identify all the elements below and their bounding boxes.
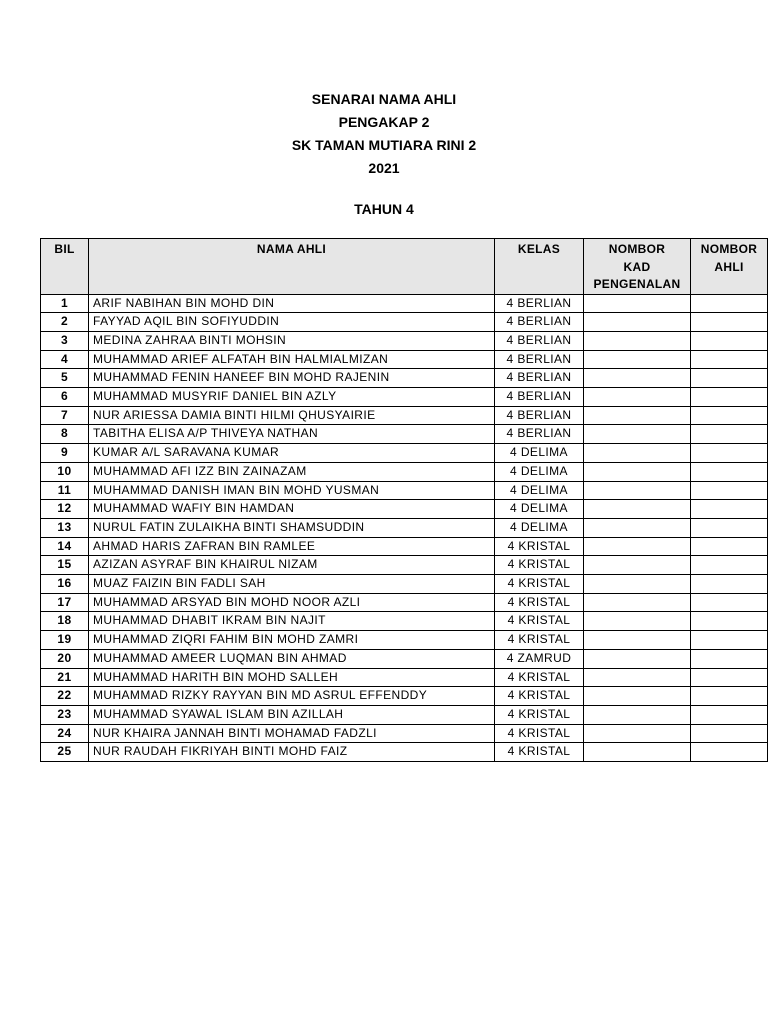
cell-bil: 7 xyxy=(41,406,89,425)
cell-nombor-kad xyxy=(584,593,691,612)
cell-nama: AHMAD HARIS ZAFRAN BIN RAMLEE xyxy=(89,537,495,556)
cell-kelas: 4 KRISTAL xyxy=(495,705,584,724)
table-row xyxy=(41,668,768,687)
table-row xyxy=(41,575,768,594)
cell-nombor-kad xyxy=(584,743,691,762)
cell-nama: MUHAMMAD ZIQRI FAHIM BIN MOHD ZAMRI xyxy=(89,631,495,650)
cell-nombor-ahli xyxy=(691,500,768,519)
cell-kelas: 4 KRISTAL xyxy=(495,575,584,594)
header-kad-line3: PENGENALAN xyxy=(593,277,681,291)
header-kad-line2: KAD xyxy=(623,259,651,274)
cell-bil: 24 xyxy=(41,724,89,743)
cell-nama: ARIF NABIHAN BIN MOHD DIN xyxy=(89,294,495,313)
cell-nombor-ahli xyxy=(691,687,768,706)
table-row xyxy=(41,631,768,650)
table-row xyxy=(41,556,768,575)
cell-bil: 22 xyxy=(41,687,89,706)
cell-nama: KUMAR A/L SARAVANA KUMAR xyxy=(89,444,495,463)
table-row xyxy=(41,388,768,407)
cell-nama: MUAZ FAIZIN BIN FADLI SAH xyxy=(89,575,495,594)
cell-bil: 8 xyxy=(41,425,89,444)
table-row xyxy=(41,350,768,369)
cell-nama: NUR RAUDAH FIKRIYAH BINTI MOHD FAIZ xyxy=(89,743,495,762)
section-subtitle: TAHUN 4 xyxy=(354,201,414,217)
cell-kelas: 4 BERLIAN xyxy=(495,369,584,388)
cell-nombor-ahli xyxy=(691,481,768,500)
table-row xyxy=(41,313,768,332)
cell-kelas: 4 KRISTAL xyxy=(495,724,584,743)
cell-nombor-kad xyxy=(584,444,691,463)
table-row xyxy=(41,743,768,762)
cell-nama: NUR ARIESSA DAMIA BINTI HILMI QHUSYAIRIE xyxy=(89,406,495,425)
cell-nombor-kad xyxy=(584,294,691,313)
table-row xyxy=(41,687,768,706)
cell-nama: AZIZAN ASYRAF BIN KHAIRUL NIZAM xyxy=(89,556,495,575)
cell-nama: MUHAMMAD AFI IZZ BIN ZAINAZAM xyxy=(89,462,495,481)
table-body xyxy=(41,294,768,762)
cell-bil: 20 xyxy=(41,649,89,668)
cell-kelas: 4 BERLIAN xyxy=(495,388,584,407)
cell-kelas: 4 DELIMA xyxy=(495,518,584,537)
header-kad-line1: NOMBOR xyxy=(608,242,666,256)
table-row xyxy=(41,444,768,463)
cell-nombor-kad xyxy=(584,668,691,687)
cell-nama: MUHAMMAD SYAWAL ISLAM BIN AZILLAH xyxy=(89,705,495,724)
cell-nombor-ahli xyxy=(691,575,768,594)
header-nombor-kad xyxy=(584,239,691,295)
cell-nombor-ahli xyxy=(691,313,768,332)
cell-nombor-ahli xyxy=(691,556,768,575)
cell-nombor-ahli xyxy=(691,705,768,724)
cell-bil: 25 xyxy=(41,743,89,762)
cell-bil: 16 xyxy=(41,575,89,594)
cell-bil: 2 xyxy=(41,313,89,332)
cell-kelas: 4 KRISTAL xyxy=(495,687,584,706)
cell-nombor-kad xyxy=(584,369,691,388)
table-header-row xyxy=(41,239,768,295)
cell-kelas: 4 KRISTAL xyxy=(495,743,584,762)
table-row xyxy=(41,612,768,631)
cell-nombor-ahli xyxy=(691,593,768,612)
header-bil: BIL xyxy=(41,239,89,295)
table-row xyxy=(41,369,768,388)
cell-kelas: 4 ZAMRUD xyxy=(495,649,584,668)
cell-kelas: 4 BERLIAN xyxy=(495,331,584,350)
header-nama: NAMA AHLI xyxy=(89,239,495,295)
cell-nombor-kad xyxy=(584,425,691,444)
cell-kelas: 4 BERLIAN xyxy=(495,425,584,444)
cell-nombor-kad xyxy=(584,518,691,537)
cell-kelas: 4 BERLIAN xyxy=(495,294,584,313)
cell-bil: 6 xyxy=(41,388,89,407)
member-table xyxy=(40,238,768,762)
cell-nama: NUR KHAIRA JANNAH BINTI MOHAMAD FADZLI xyxy=(89,724,495,743)
cell-bil: 18 xyxy=(41,612,89,631)
cell-nombor-kad xyxy=(584,350,691,369)
cell-nombor-kad xyxy=(584,649,691,668)
cell-nombor-ahli xyxy=(691,462,768,481)
cell-kelas: 4 KRISTAL xyxy=(495,668,584,687)
table-row xyxy=(41,500,768,519)
cell-nombor-ahli xyxy=(691,668,768,687)
cell-kelas: 4 DELIMA xyxy=(495,444,584,463)
table-row xyxy=(41,406,768,425)
cell-bil: 12 xyxy=(41,500,89,519)
cell-bil: 11 xyxy=(41,481,89,500)
cell-kelas: 4 BERLIAN xyxy=(495,350,584,369)
table-row xyxy=(41,518,768,537)
cell-nama: MUHAMMAD ARSYAD BIN MOHD NOOR AZLI xyxy=(89,593,495,612)
cell-nombor-ahli xyxy=(691,649,768,668)
cell-nama: MUHAMMAD DANISH IMAN BIN MOHD YUSMAN xyxy=(89,481,495,500)
cell-nama: TABITHA ELISA A/P THIVEYA NATHAN xyxy=(89,425,495,444)
cell-nombor-ahli xyxy=(691,518,768,537)
cell-nombor-kad xyxy=(584,575,691,594)
cell-nombor-ahli xyxy=(691,406,768,425)
cell-bil: 9 xyxy=(41,444,89,463)
cell-nama: NURUL FATIN ZULAIKHA BINTI SHAMSUDDIN xyxy=(89,518,495,537)
cell-nama: MUHAMMAD RIZKY RAYYAN BIN MD ASRUL EFFENDDY xyxy=(89,687,495,706)
cell-bil: 1 xyxy=(41,294,89,313)
cell-kelas: 4 KRISTAL xyxy=(495,537,584,556)
cell-bil: 23 xyxy=(41,705,89,724)
cell-nama: MUHAMMAD FENIN HANEEF BIN MOHD RAJENIN xyxy=(89,369,495,388)
header-ahli-line1: NOMBOR xyxy=(700,242,758,256)
title-line-1: SENARAI NAMA AHLI xyxy=(311,91,457,107)
cell-nombor-kad xyxy=(584,500,691,519)
cell-nombor-kad xyxy=(584,705,691,724)
cell-kelas: 4 KRISTAL xyxy=(495,593,584,612)
header-nombor-ahli xyxy=(691,239,768,295)
cell-nama: MUHAMMAD DHABIT IKRAM BIN NAJIT xyxy=(89,612,495,631)
cell-nombor-ahli xyxy=(691,331,768,350)
cell-bil: 10 xyxy=(41,462,89,481)
cell-nombor-ahli xyxy=(691,388,768,407)
document-title xyxy=(0,88,768,180)
title-line-3: SK TAMAN MUTIARA RINI 2 xyxy=(291,137,477,153)
cell-kelas: 4 KRISTAL xyxy=(495,612,584,631)
cell-nombor-ahli xyxy=(691,350,768,369)
cell-bil: 15 xyxy=(41,556,89,575)
cell-bil: 5 xyxy=(41,369,89,388)
cell-nama: MUHAMMAD MUSYRIF DANIEL BIN AZLY xyxy=(89,388,495,407)
cell-nama: MEDINA ZAHRAA BINTI MOHSIN xyxy=(89,331,495,350)
cell-nombor-kad xyxy=(584,331,691,350)
cell-nombor-ahli xyxy=(691,631,768,650)
cell-nombor-kad xyxy=(584,537,691,556)
header-kelas: KELAS xyxy=(495,239,584,295)
cell-nombor-ahli xyxy=(691,612,768,631)
table-row xyxy=(41,331,768,350)
cell-nama: MUHAMMAD ARIEF ALFATAH BIN HALMIALMIZAN xyxy=(89,350,495,369)
cell-bil: 13 xyxy=(41,518,89,537)
cell-kelas: 4 DELIMA xyxy=(495,500,584,519)
cell-nama: MUHAMMAD WAFIY BIN HAMDAN xyxy=(89,500,495,519)
cell-nombor-ahli xyxy=(691,743,768,762)
cell-nombor-ahli xyxy=(691,724,768,743)
cell-nombor-ahli xyxy=(691,369,768,388)
cell-nombor-kad xyxy=(584,406,691,425)
table-row xyxy=(41,593,768,612)
table-row xyxy=(41,705,768,724)
table-row xyxy=(41,481,768,500)
cell-nama: MUHAMMAD AMEER LUQMAN BIN AHMAD xyxy=(89,649,495,668)
cell-nombor-kad xyxy=(584,388,691,407)
table-row xyxy=(41,294,768,313)
cell-kelas: 4 BERLIAN xyxy=(495,313,584,332)
cell-kelas: 4 KRISTAL xyxy=(495,631,584,650)
table-row xyxy=(41,724,768,743)
cell-nama: MUHAMMAD HARITH BIN MOHD SALLEH xyxy=(89,668,495,687)
table-row xyxy=(41,537,768,556)
cell-nombor-kad xyxy=(584,462,691,481)
cell-kelas: 4 BERLIAN xyxy=(495,406,584,425)
cell-nombor-ahli xyxy=(691,537,768,556)
cell-bil: 17 xyxy=(41,593,89,612)
table-row xyxy=(41,425,768,444)
cell-nombor-kad xyxy=(584,556,691,575)
cell-nombor-kad xyxy=(584,313,691,332)
cell-nombor-kad xyxy=(584,612,691,631)
cell-bil: 21 xyxy=(41,668,89,687)
title-line-4: 2021 xyxy=(368,160,400,176)
cell-nombor-ahli xyxy=(691,294,768,313)
cell-nombor-kad xyxy=(584,631,691,650)
cell-nombor-kad xyxy=(584,481,691,500)
cell-nama: FAYYAD AQIL BIN SOFIYUDDIN xyxy=(89,313,495,332)
cell-nombor-ahli xyxy=(691,425,768,444)
cell-bil: 3 xyxy=(41,331,89,350)
cell-nombor-kad xyxy=(584,687,691,706)
cell-bil: 19 xyxy=(41,631,89,650)
cell-nombor-ahli xyxy=(691,444,768,463)
cell-nombor-kad xyxy=(584,724,691,743)
cell-bil: 14 xyxy=(41,537,89,556)
title-line-2: PENGAKAP 2 xyxy=(338,114,430,130)
cell-kelas: 4 DELIMA xyxy=(495,462,584,481)
cell-bil: 4 xyxy=(41,350,89,369)
table-row xyxy=(41,649,768,668)
cell-kelas: 4 KRISTAL xyxy=(495,556,584,575)
header-ahli-line2: AHLI xyxy=(714,259,744,274)
table-row xyxy=(41,462,768,481)
cell-kelas: 4 DELIMA xyxy=(495,481,584,500)
